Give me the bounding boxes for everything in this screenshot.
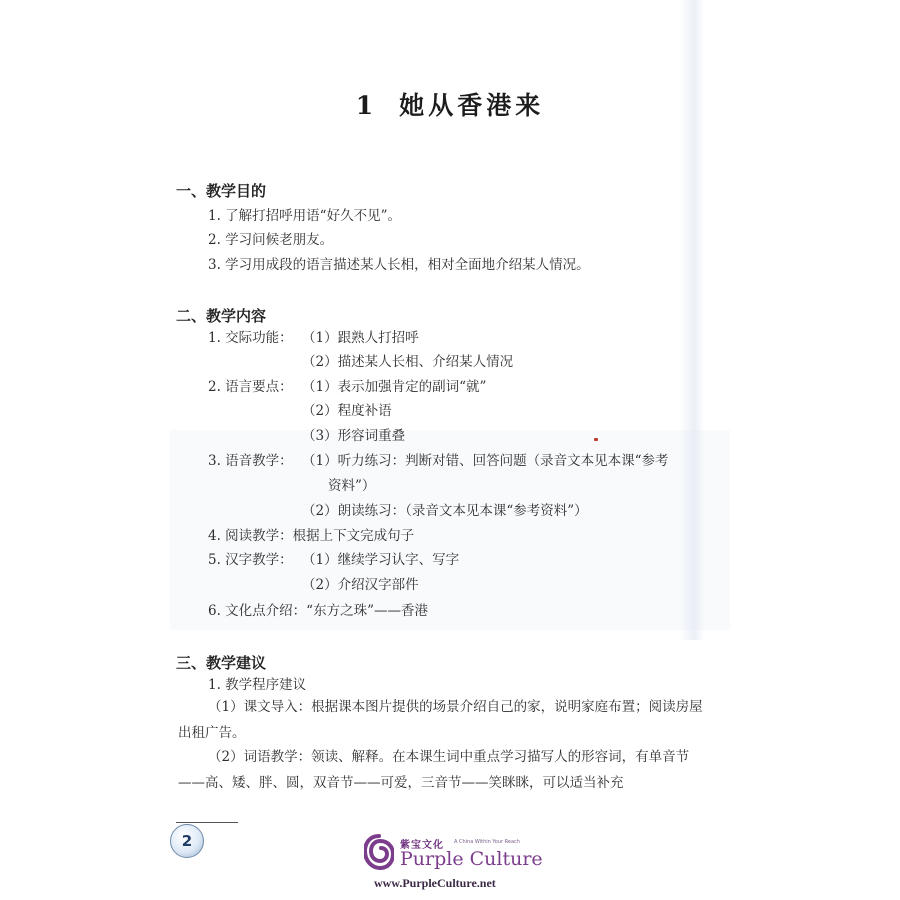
- suggestion-paragraph: （1）课文导入：根据课本图片提供的场景介绍自己的家，说明家庭布置；阅读房屋出租广告。: [178, 699, 703, 741]
- content-subitem: （1）跟熟人打招呼: [302, 330, 419, 346]
- page-number-badge: [166, 820, 238, 860]
- section-heading-content: 二、教学内容: [176, 307, 267, 325]
- suggestion-item: 1. 教学程序建议: [208, 677, 307, 693]
- watermark-brand-en: Purple Culture: [400, 848, 543, 870]
- content-subitem: （1）表示加强肯定的副词“就”: [302, 379, 487, 395]
- content-label: 2. 语言要点：: [208, 379, 293, 395]
- objective-item: 2. 学习问候老朋友。: [208, 232, 334, 248]
- objective-item: 3. 学习用成段的语言描述某人长相，相对全面地介绍某人情况。: [208, 257, 590, 273]
- lesson-number: 1: [355, 91, 378, 120]
- content-subitem: （2）朗读练习：（录音文本见本课“参考资料”）: [302, 503, 588, 519]
- watermark: [360, 832, 560, 892]
- watermark-tagline: A China Within Your Reach: [454, 839, 520, 845]
- content-item-characters: [208, 551, 459, 569]
- content-item-reading: 4. 阅读教学：根据上下文完成句子: [208, 528, 415, 544]
- content-label: 5. 汉字教学：: [208, 552, 293, 568]
- content-subitem: （3）形容词重叠: [302, 428, 406, 444]
- content-label: 1. 交际功能：: [208, 330, 293, 346]
- watermark-brand-cn: 紫宝文化: [400, 840, 444, 851]
- content-subitem: （1）继续学习认字、写字: [302, 552, 460, 568]
- content-item-culture: 6. 文化点介绍：“东方之珠”——香港: [208, 603, 428, 619]
- content-subitem: （2）描述某人长相、介绍某人情况: [302, 354, 514, 370]
- objective-item: 1. 了解打招呼用语“好久不见”。: [208, 208, 401, 224]
- content-subitem: （2）介绍汉字部件: [302, 577, 419, 593]
- lesson-title: [300, 86, 600, 122]
- lesson-title-text: 她从香港来: [399, 91, 545, 120]
- section-heading-suggestions: 三、教学建议: [176, 654, 267, 672]
- section-heading-objectives: 一、教学目的: [176, 182, 267, 200]
- content-item-language: [208, 378, 486, 396]
- content-subitem: （1）听力练习：判断对错、回答问题（录音文本见本课“参考: [302, 453, 669, 469]
- content-item-phonetics: [208, 452, 669, 470]
- content-item-communication: [208, 329, 419, 347]
- page-edge-shadow: [680, 0, 704, 640]
- content-subitem: （2）程度补语: [302, 403, 392, 419]
- watermark-url: www.PurpleCulture.net: [374, 876, 496, 890]
- page-number: 2: [170, 824, 204, 858]
- purple-culture-logo-icon: [364, 834, 394, 870]
- suggestion-paragraph: （2）词语教学：领读、解释。在本课生词中重点学习描写人的形容词，有单音节——高、矮、胖、圆，双音节——可爱，三音节——笑眯眯，可以适当补充: [178, 749, 690, 791]
- ink-mark: [594, 438, 598, 441]
- content-subitem-continued: 资料”）: [328, 478, 376, 494]
- content-label: 3. 语音教学：: [208, 453, 293, 469]
- page-number-rule: [176, 822, 238, 823]
